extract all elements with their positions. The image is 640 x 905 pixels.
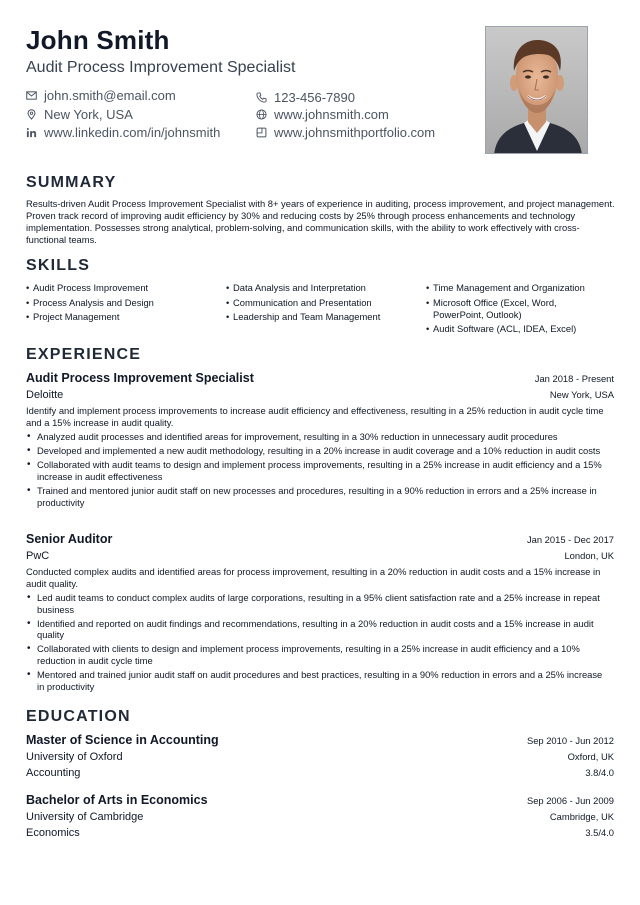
summary-heading: SUMMARY — [26, 174, 117, 191]
location-text: New York, USA — [44, 107, 133, 122]
education-school: University of Cambridge — [26, 811, 144, 823]
skill-item: • Leadership and Team Management — [226, 311, 421, 323]
portfolio-icon — [256, 127, 267, 138]
globe-icon — [256, 109, 267, 120]
education-heading: EDUCATION — [26, 708, 131, 725]
skill-item: • Communication and Presentation — [226, 297, 421, 309]
contact-portfolio[interactable] — [256, 125, 435, 140]
portfolio-text: www.johnsmithportfolio.com — [274, 125, 436, 140]
email-text: john.smith@email.com — [44, 88, 176, 103]
job-header — [26, 532, 614, 546]
job-bullet: • Analyzed audit processes and identified areas for improvement, resulting in a 30% reduction in unnecessary audit procedures — [26, 431, 612, 443]
job-bullet: • Collaborated with clients to design and implement process improvements, resulting in a 25% increase in audit efficiency and a 10% reduction in audit cycle time — [26, 643, 612, 666]
job-dates: Jan 2015 - Dec 2017 — [526, 534, 614, 545]
contact-location — [26, 107, 133, 122]
skill-item: • Time Management and Organization — [426, 282, 596, 294]
education-field: Economics — [26, 827, 80, 839]
education-gpa: 3.5/4.0 — [585, 827, 614, 838]
education-header — [26, 793, 614, 807]
contact-phone[interactable] — [256, 90, 355, 105]
education-gpa: 3.8/4.0 — [585, 767, 614, 778]
skill-item: • Process Analysis and Design — [26, 297, 216, 309]
phone-text: 123-456-7890 — [274, 90, 355, 105]
job-bullets — [26, 431, 612, 511]
job-title: Senior Auditor — [26, 532, 113, 546]
job-bullet: • Led audit teams to conduct complex audits of large corporations, resulting in a 95% client satisfaction rate and a 25% increase in repeat business — [26, 592, 612, 615]
job-description: Conducted complex audits and identified areas for process improvement, resulting in a 20% reduction in audit costs and a 15% increase in audit quality. — [26, 566, 601, 589]
phone-icon — [256, 92, 267, 103]
summary-text: Results-driven Audit Process Improvement Specialist with 8+ years of experience in auditing, process improvement, and project management. Proven track record of improving audit efficiency by 30% and reducing costs by 25% through process enhancements and technology implementation. Possesses strong analytical, problem-solving, and communication skills, with the ability to work effectively with cross-functional teams. — [26, 198, 615, 245]
linkedin-icon — [26, 127, 37, 138]
linkedin-text: www.linkedin.com/in/johnsmith — [44, 125, 221, 140]
portrait-illustration — [486, 27, 588, 154]
skill-item: • Data Analysis and Interpretation — [226, 282, 421, 294]
job-subheader — [26, 389, 614, 401]
job-bullets — [26, 592, 612, 695]
job-description: Identify and implement process improvements to increase audit efficiency and effectiveness, resulting in a 25% reduction in audit cycle time and a 15% increase in audit quality. — [26, 405, 604, 428]
job-bullet: • Identified and reported on audit findings and recommendations, resulting in a 20% reduction in audit costs and a 15% increase in audit quality — [26, 618, 612, 641]
job-location: New York, USA — [549, 389, 614, 400]
education-field-row — [26, 767, 614, 779]
skills-heading: SKILLS — [26, 257, 91, 274]
education-school: University of Oxford — [26, 751, 123, 763]
education-header — [26, 733, 614, 747]
skill-item: • Project Management — [26, 311, 216, 323]
job-subheader — [26, 550, 614, 562]
job-header — [26, 371, 614, 385]
education-dates: Sep 2010 - Jun 2012 — [526, 735, 614, 746]
education-location: Oxford, UK — [567, 751, 614, 762]
education-degree: Bachelor of Arts in Economics — [26, 793, 208, 807]
education-location: Cambridge, UK — [549, 811, 614, 822]
job-bullet: • Developed and implemented a new audit methodology, resulting in a 20% increase in audit coverage and a 10% reduction in audit costs — [26, 445, 612, 457]
skill-item: • Audit Software (ACL, IDEA, Excel) — [426, 323, 596, 335]
job-location: London, UK — [564, 550, 614, 561]
education-dates: Sep 2006 - Jun 2009 — [526, 795, 614, 806]
contact-linkedin[interactable] — [26, 125, 220, 140]
job-bullet: • Trained and mentored junior audit staff on new processes and procedures, resulting in a 90% reduction in errors and a 25% increase in productivity — [26, 485, 612, 508]
profile-photo — [485, 26, 588, 154]
skills-column-2 — [226, 282, 421, 326]
education-degree: Master of Science in Accounting — [26, 733, 219, 747]
skill-item: • Microsoft Office (Excel, Word, PowerPoint, Outlook) — [426, 297, 596, 321]
job-company: Deloitte — [26, 389, 64, 401]
candidate-title: Audit Process Improvement Specialist — [26, 59, 296, 76]
contact-website[interactable] — [256, 107, 389, 122]
experience-heading: EXPERIENCE — [26, 346, 142, 363]
job-dates: Jan 2018 - Present — [534, 373, 614, 384]
education-school-row — [26, 751, 614, 763]
job-bullet: • Collaborated with audit teams to design and implement process improvements, resulting in a 25% increase in audit efficiency and a 15% increase in audit effectiveness — [26, 459, 612, 482]
candidate-name: John Smith — [26, 25, 170, 55]
education-field-row — [26, 827, 614, 839]
skills-column-1 — [26, 282, 216, 326]
skill-item: • Audit Process Improvement — [26, 282, 216, 294]
job-bullet: • Mentored and trained junior audit staff on audit procedures and best practices, resulting in a 90% reduction in errors and a 25% increase in productivity — [26, 669, 612, 692]
education-school-row — [26, 811, 614, 823]
job-company: PwC — [26, 550, 50, 562]
education-field: Accounting — [26, 767, 81, 779]
contact-email[interactable] — [26, 88, 176, 103]
skills-column-3 — [426, 282, 596, 338]
location-pin-icon — [26, 109, 37, 120]
email-icon — [26, 90, 37, 101]
job-title: Audit Process Improvement Specialist — [26, 371, 254, 385]
website-text: www.johnsmith.com — [274, 107, 389, 122]
